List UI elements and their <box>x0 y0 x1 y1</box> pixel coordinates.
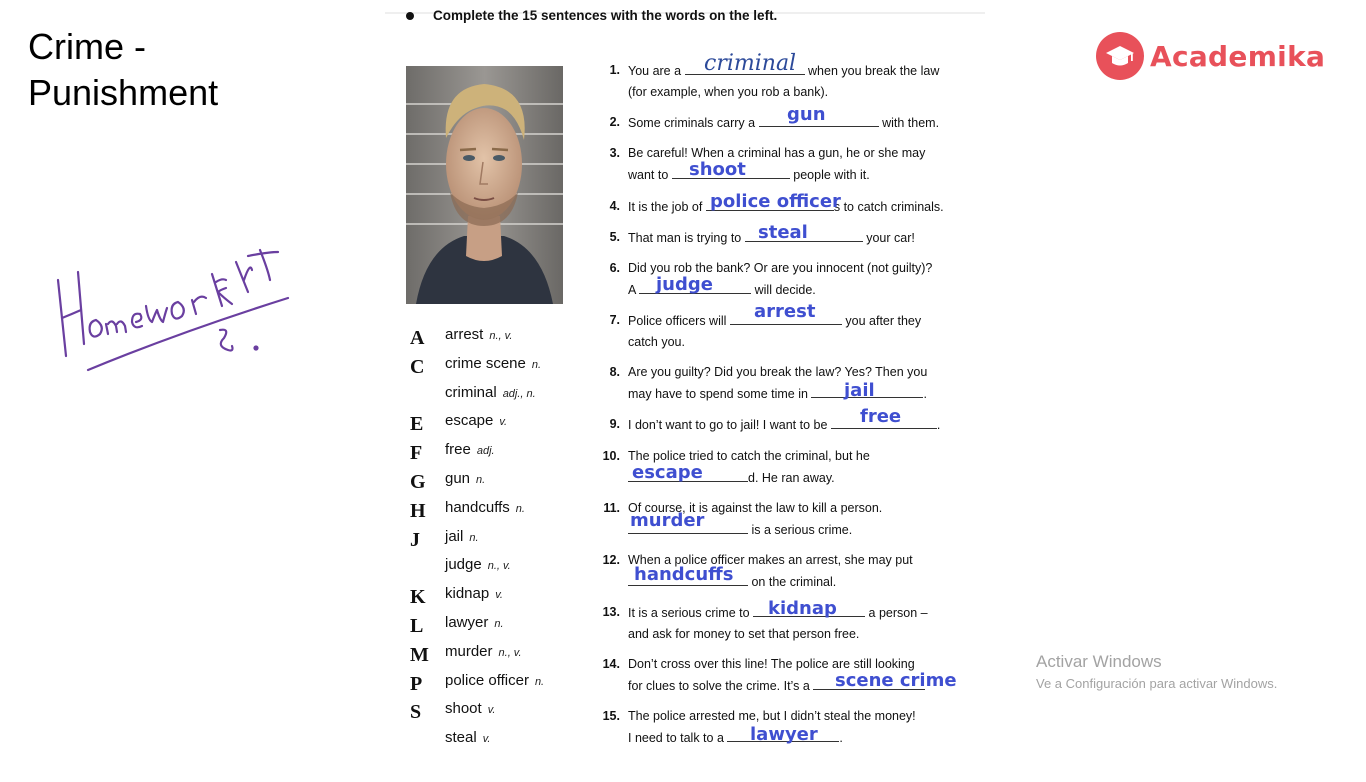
answer-6: judge <box>656 274 713 295</box>
answer-3: shoot <box>689 159 746 180</box>
sentence-number: 8. <box>609 365 620 379</box>
sentence-text: You are a when you break the law (for example, when you rob a bank). <box>628 60 973 103</box>
answer-15: lawyer <box>750 724 818 745</box>
sentence-number: 13. <box>602 605 620 619</box>
sentence-text: When a police officer makes an arrest, she may put on the criminal. <box>628 553 913 589</box>
windows-activation-watermark <box>1036 652 1277 691</box>
word-bank-item <box>410 322 590 351</box>
word-term: judge n., v. <box>445 556 511 574</box>
slide-title-line2: Punishment <box>28 72 219 113</box>
word-bank-item <box>410 696 590 725</box>
sentence-number: 12. <box>602 553 620 567</box>
word-letter: L <box>410 614 424 637</box>
word-letter: K <box>410 586 426 609</box>
word-term: police officer n. <box>445 671 545 689</box>
bullet-icon <box>406 12 414 20</box>
word-term: free adj. <box>445 441 495 459</box>
sentence-text: I don’t want to go to jail! I want to be . <box>628 414 973 436</box>
answer-9: free <box>860 406 902 427</box>
sentence-text: Of course, it is against the law to kill a person. is a serious crime. <box>628 501 883 537</box>
sentence-text: Be careful! When a criminal has a gun, he or she may want to people with it. <box>628 146 926 182</box>
answer-7: arrest <box>754 301 816 322</box>
graduation-cap-icon <box>1096 32 1144 80</box>
answer-13: kidnap <box>768 598 837 619</box>
word-term: lawyer n. <box>445 613 504 631</box>
word-bank-item <box>410 639 590 668</box>
sentence-number: 11. <box>603 501 620 515</box>
answer-14: scene crime <box>835 670 957 691</box>
answer-4: police officer <box>710 191 841 212</box>
logo-wordmark: Academika <box>1150 39 1326 73</box>
word-bank-item <box>410 408 590 437</box>
word-term: escape v. <box>445 412 508 430</box>
sentence-text: Are you guilty? Did you break the law? Yes? Then you may have to spend some time in . <box>628 365 928 401</box>
sentence-number: 14. <box>602 657 620 671</box>
word-bank-item <box>410 437 590 466</box>
sentence-text: Police officers will you after they catch you. <box>628 310 973 353</box>
word-letter: M <box>410 643 429 666</box>
word-letter: J <box>410 528 420 551</box>
word-term: murder n., v. <box>445 642 522 660</box>
word-letter: H <box>410 499 426 522</box>
answer-5: steal <box>758 222 808 243</box>
word-bank-item <box>410 552 590 581</box>
sentence-text: Did you rob the bank? Or are you innocent (not guilty)? A will decide. <box>628 261 933 297</box>
sentence-number: 5. <box>609 230 620 244</box>
sentence-number: 7. <box>609 313 620 327</box>
suspect-mugshot-photo <box>406 66 563 304</box>
handwritten-homework-annotation <box>50 222 300 382</box>
worksheet-instruction <box>406 8 777 23</box>
answer-11: murder <box>630 510 705 531</box>
watermark-line1: Activar Windows <box>1036 652 1162 671</box>
sentence-number: 10. <box>602 449 620 463</box>
sentence-text: The police arrested me, but I didn’t steal the money! I need to talk to a . <box>628 709 916 745</box>
word-term: crime scene n. <box>445 354 542 372</box>
word-bank-item <box>410 495 590 524</box>
word-term: jail n. <box>445 527 479 545</box>
answer-10: escape <box>632 462 703 483</box>
word-letter: S <box>410 701 422 724</box>
word-term: kidnap v. <box>445 585 503 603</box>
sentence-number: 15. <box>602 709 620 723</box>
answer-8: jail <box>844 380 875 401</box>
instruction-text: Complete the 15 sentences with the words on the left. <box>433 8 778 23</box>
word-term: handcuffs n. <box>445 498 525 516</box>
word-letter: F <box>410 442 423 465</box>
sentence-number: 3. <box>609 146 620 160</box>
word-bank-item <box>410 581 590 610</box>
sentence-text: It is a serious crime to a person – and ask for money to set that person free. <box>628 602 973 645</box>
word-term: steal v. <box>445 729 491 747</box>
sentence-text: That man is trying to your car! <box>628 227 973 249</box>
word-letter: A <box>410 327 425 349</box>
sentence-number: 4. <box>609 199 620 213</box>
word-letter: E <box>410 413 424 436</box>
sentence-text: The police tried to catch the criminal, but he d. He ran away. <box>628 449 870 485</box>
watermark-line2: Ve a Configuración para activar Windows. <box>1036 676 1278 691</box>
sentence-number: 2. <box>609 115 620 129</box>
sentence-text: Don’t cross over this line! The police are still looking for clues to solve the crime. It’s a <box>628 654 973 697</box>
sentence-text: Some criminals carry a with them. <box>628 112 973 134</box>
sentence-number: 6. <box>609 261 620 275</box>
word-bank-item <box>410 524 590 553</box>
word-letter: G <box>410 470 426 493</box>
answer-1: criminal <box>704 51 797 76</box>
word-term: criminal adj., n. <box>445 383 536 401</box>
word-letter: P <box>410 672 423 695</box>
sentence-number: 1. <box>609 63 620 77</box>
answer-2: gun <box>787 104 826 125</box>
word-letter: C <box>410 355 425 378</box>
answer-12: handcuffs <box>634 564 734 585</box>
sentence-text: It is the job of s to catch criminals. <box>628 196 973 218</box>
slide-title-line1: Crime - <box>28 26 146 67</box>
word-bank-item <box>410 351 590 380</box>
word-bank-item <box>410 668 590 697</box>
word-term: arrest n., v. <box>445 326 513 343</box>
word-term: gun n. <box>445 469 486 487</box>
word-bank-item <box>410 380 590 409</box>
sentence-number: 9. <box>609 417 620 431</box>
slide-title <box>28 24 218 116</box>
academika-logo <box>1096 32 1325 80</box>
word-bank <box>410 322 590 754</box>
word-term: shoot v. <box>445 700 496 718</box>
word-bank-item <box>410 610 590 639</box>
word-bank-item <box>410 466 590 495</box>
word-bank-item <box>410 725 590 754</box>
